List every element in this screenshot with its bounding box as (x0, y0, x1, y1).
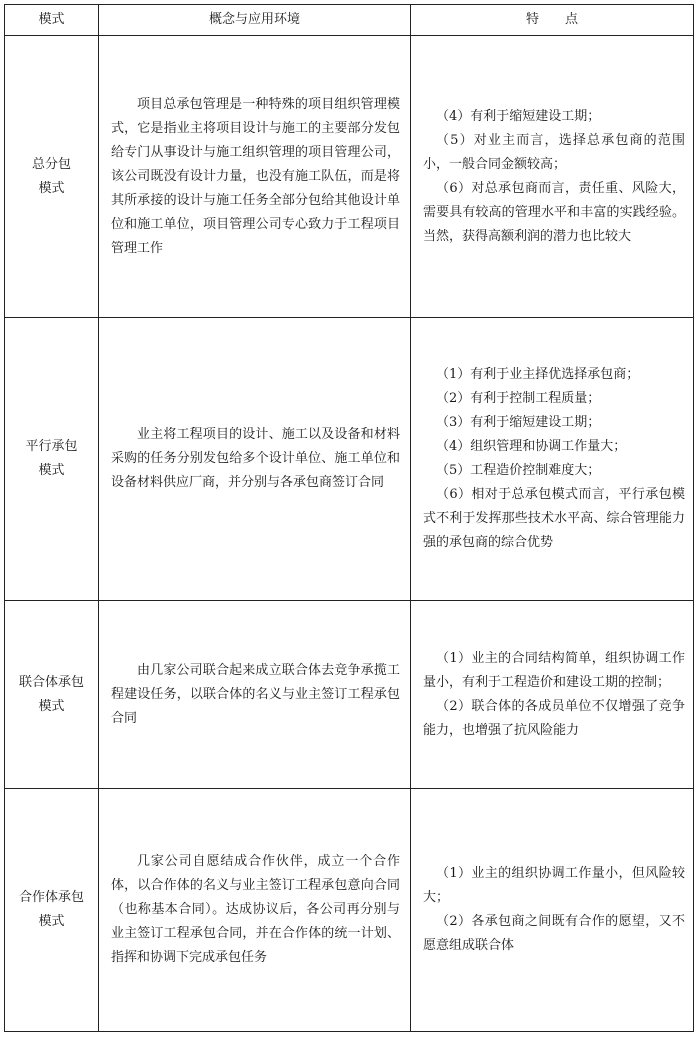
table-row (5, 789, 694, 1032)
feature-item: （1）业主的合同结构简单，组织协调工作量小，有利于工程造价和建设工期的控制； (423, 650, 685, 690)
header-row (5, 5, 694, 36)
mode-name: 合作体承包 (18, 890, 84, 905)
mode-name: 总分包 (31, 156, 71, 172)
concept-cell: 由几家公司联合起来成立联合体去竞争承揽工程建设任务，以联合体的名义与业主签订工程承包合同 (99, 601, 411, 789)
feature-item: （4）组织管理和协调工作量大； (436, 439, 627, 454)
concept-cell: 业主将工程项目的设计、施工以及设备和材料采购的任务分别发包给多个设计单位、施工单位和设备材料供应厂商，并分别与各承包商签订合同 (99, 318, 411, 601)
mode-suffix: 模式 (38, 914, 65, 929)
mode-suffix: 模式 (38, 180, 65, 196)
mode-cell (5, 36, 99, 318)
mode-name: 联合体承包 (18, 674, 84, 690)
mode-cell (5, 318, 99, 601)
table-row (5, 318, 694, 601)
feature-cell (411, 789, 694, 1032)
mode-suffix: 模式 (38, 463, 65, 478)
header-mode: 模式 (5, 5, 99, 36)
header-feature: 特 点 (411, 5, 694, 36)
feature-item: （5）对业主而言，选择总承包商的范围小，一般合同金额较高； (423, 132, 685, 172)
table-row (5, 36, 694, 318)
feature-item: （3）有利于缩短建设工期； (436, 415, 601, 430)
feature-cell (411, 36, 694, 318)
feature-item: （1）业主的组织协调工作量小，但风险较大； (423, 866, 685, 905)
feature-item: （2）有利于控制工程质量； (436, 391, 601, 406)
feature-cell (411, 318, 694, 601)
feature-item: （1）有利于业主择优选择承包商； (436, 367, 640, 382)
mode-cell (5, 601, 99, 789)
contract-modes-table (4, 4, 694, 1032)
feature-item: （2）各承包商之间既有合作的愿望，又不愿意组成联合体 (423, 914, 685, 953)
mode-cell (5, 789, 99, 1032)
mode-name: 平行承包 (25, 439, 78, 454)
mode-suffix: 模式 (38, 698, 65, 714)
header-concept: 概念与应用环境 (99, 5, 411, 36)
feature-item: （4）有利于缩短建设工期； (436, 108, 601, 124)
table-row (5, 601, 694, 789)
concept-cell: 几家公司自愿结成合作伙伴，成立一个合作体，以合作体的名义与业主签订工程承包意向合同（也称基本合同）。达成协议后，各公司再分别与业主签订工程承包合同，并在合作体的统一计划、指挥和协调下完成承包任务 (99, 789, 411, 1032)
feature-item: （2）联合体的各成员单位不仅增强了竞争能力，也增强了抗风险能力 (423, 698, 685, 738)
feature-item: （5）工程造价控制难度大； (436, 463, 601, 478)
concept-cell: 项目总承包管理是一种特殊的项目组织管理模式，它是指业主将项目设计与施工的主要部分发包给专门从事设计与施工组织管理的项目管理公司，该公司既没有设计力量，也没有施工队伍，而是将其所承接的设计与施工任务全部分包给其他设计单位和施工单位，项目管理公司专心致力于工程项目管理工作 (99, 36, 411, 318)
feature-item: （6）相对于总承包模式而言，平行承包模式不利于发挥那些技术水平高、综合管理能力强的承包商的综合优势 (423, 487, 685, 550)
feature-item: （6）对总承包商而言，责任重、风险大，需要具有较高的管理水平和丰富的实践经验。当然，获得高额利润的潜力也比较大 (423, 180, 685, 244)
feature-cell (411, 601, 694, 789)
